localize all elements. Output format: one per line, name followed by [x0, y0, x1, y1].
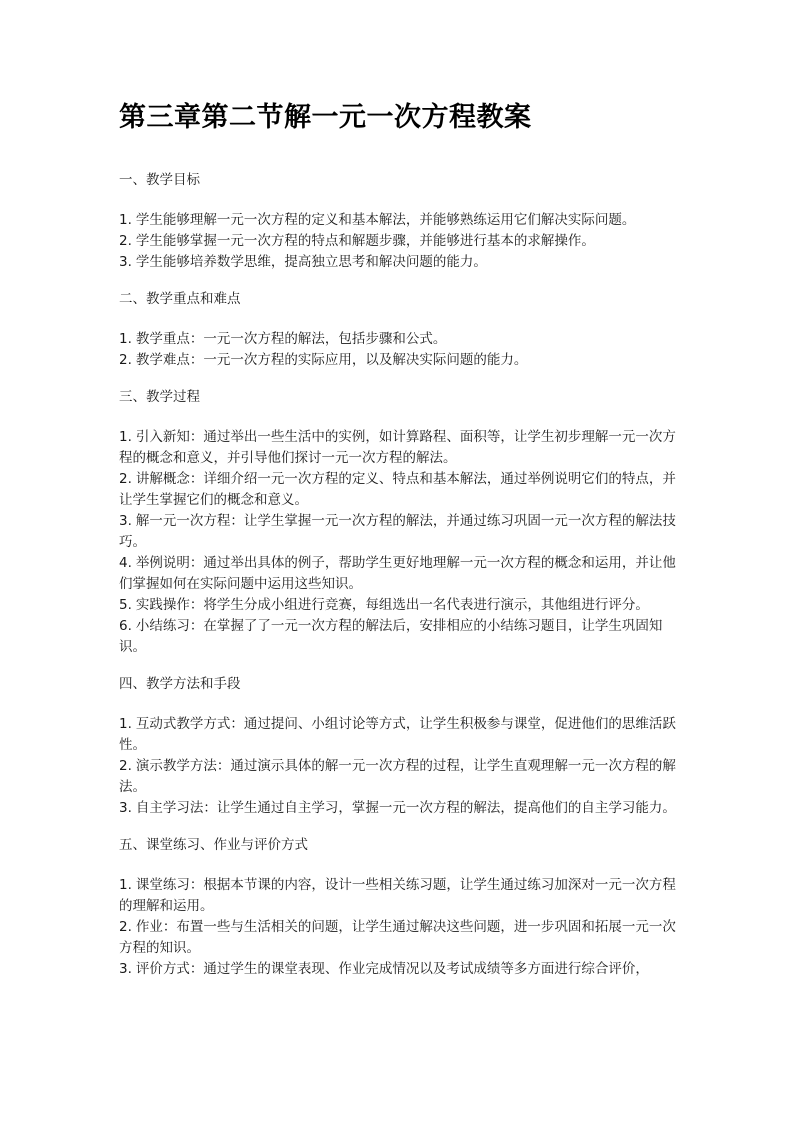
- list-item: [119, 798, 684, 819]
- item-text: 作业：布置一些与生活相关的问题，让学生通过解决这些问题，进一步巩固和拓展一元一次方程的知识。: [119, 919, 676, 956]
- section-heading: 一、教学目标: [119, 172, 200, 188]
- item-number: 1.: [119, 212, 132, 228]
- item-text: 实践操作：将学生分成小组进行竞赛，每组选出一名代表进行演示，其他组进行评分。: [135, 597, 649, 613]
- item-text: 评价方式：通过学生的课堂表现、作业完成情况以及考试成绩等多方面进行综合评价，: [135, 961, 649, 977]
- item-text: 教学难点：一元一次方程的实际应用，以及解决实际问题的能力。: [135, 352, 528, 368]
- list-item: [119, 616, 684, 658]
- list-item: [119, 917, 684, 959]
- item-number: 1.: [119, 877, 132, 893]
- section-heading: 四、教学方法和手段: [119, 676, 241, 692]
- section-heading: 五、课堂练习、作业与评价方式: [119, 837, 308, 853]
- item-number: 1.: [119, 716, 132, 732]
- section-exercises-evaluation: [119, 835, 684, 980]
- item-number: 2.: [119, 233, 132, 249]
- item-text: 自主学习法：让学生通过自主学习，掌握一元一次方程的解法，提高他们的自主学习能力。: [135, 800, 676, 816]
- item-text: 互动式教学方式：通过提问、小组讨论等方式，让学生积极参与课堂，促进他们的思维活跃性。: [119, 716, 676, 753]
- item-number: 4.: [119, 555, 132, 571]
- list-item: [119, 231, 684, 252]
- item-text: 解一元一次方程：让学生掌握一元一次方程的解法，并通过练习巩固一元一次方程的解法技巧。: [119, 513, 676, 550]
- key-points-list: [119, 329, 684, 371]
- section-teaching-process: [119, 387, 684, 658]
- list-item: [119, 595, 684, 616]
- list-item: [119, 714, 684, 756]
- page-title: 第三章第二节解一元一次方程教案: [119, 102, 532, 133]
- item-number: 6.: [119, 618, 132, 634]
- item-number: 3.: [119, 800, 132, 816]
- list-item: [119, 427, 684, 469]
- list-item: [119, 469, 684, 511]
- item-text: 讲解概念：详细介绍一元一次方程的定义、特点和基本解法，通过举例说明它们的特点，并让学生掌握它们的概念和意义。: [119, 471, 676, 508]
- item-number: 2.: [119, 758, 132, 774]
- item-text: 举例说明：通过举出具体的例子，帮助学生更好地理解一元一次方程的概念和运用，并让他们掌握如何在实际问题中运用这些知识。: [119, 555, 676, 592]
- list-item: [119, 350, 684, 371]
- section-teaching-methods: [119, 674, 684, 819]
- list-item: [119, 210, 684, 231]
- item-text: 引入新知：通过举出一些生活中的实例，如计算路程、面积等，让学生初步理解一元一次方程的概念和意义，并引导他们探讨一元一次方程的解法。: [119, 429, 676, 466]
- exercises-list: [119, 875, 684, 980]
- item-text: 学生能够理解一元一次方程的定义和基本解法，并能够熟练运用它们解决实际问题。: [135, 212, 636, 228]
- item-number: 5.: [119, 597, 132, 613]
- item-text: 学生能够掌握一元一次方程的特点和解题步骤，并能够进行基本的求解操作。: [135, 233, 595, 249]
- item-number: 2.: [119, 471, 132, 487]
- item-text: 小结练习：在掌握了了一元一次方程的解法后，安排相应的小结练习题目，让学生巩固知识。: [119, 618, 663, 655]
- section-heading: 三、教学过程: [119, 389, 200, 405]
- goals-list: [119, 210, 684, 273]
- item-number: 1.: [119, 331, 132, 347]
- item-text: 课堂练习：根据本节课的内容，设计一些相关练习题，让学生通过练习加深对一元一次方程的理解和运用。: [119, 877, 676, 914]
- section-key-points: [119, 289, 684, 371]
- item-text: 学生能够培养数学思维，提高独立思考和解决问题的能力。: [135, 254, 487, 270]
- process-list: [119, 427, 684, 658]
- list-item: [119, 329, 684, 350]
- list-item: [119, 511, 684, 553]
- methods-list: [119, 714, 684, 819]
- item-number: 1.: [119, 429, 132, 445]
- list-item: [119, 959, 684, 980]
- item-text: 演示教学方法：通过演示具体的解一元一次方程的过程，让学生直观理解一元一次方程的解法。: [119, 758, 676, 795]
- list-item: [119, 875, 684, 917]
- section-heading: 二、教学重点和难点: [119, 291, 241, 307]
- item-number: 3.: [119, 254, 132, 270]
- item-number: 2.: [119, 352, 132, 368]
- item-number: 3.: [119, 513, 132, 529]
- list-item: [119, 553, 684, 595]
- item-number: 2.: [119, 919, 132, 935]
- list-item: [119, 756, 684, 798]
- item-text: 教学重点：一元一次方程的解法，包括步骤和公式。: [135, 331, 447, 347]
- list-item: [119, 252, 684, 273]
- section-teaching-goals: [119, 170, 684, 273]
- item-number: 3.: [119, 961, 132, 977]
